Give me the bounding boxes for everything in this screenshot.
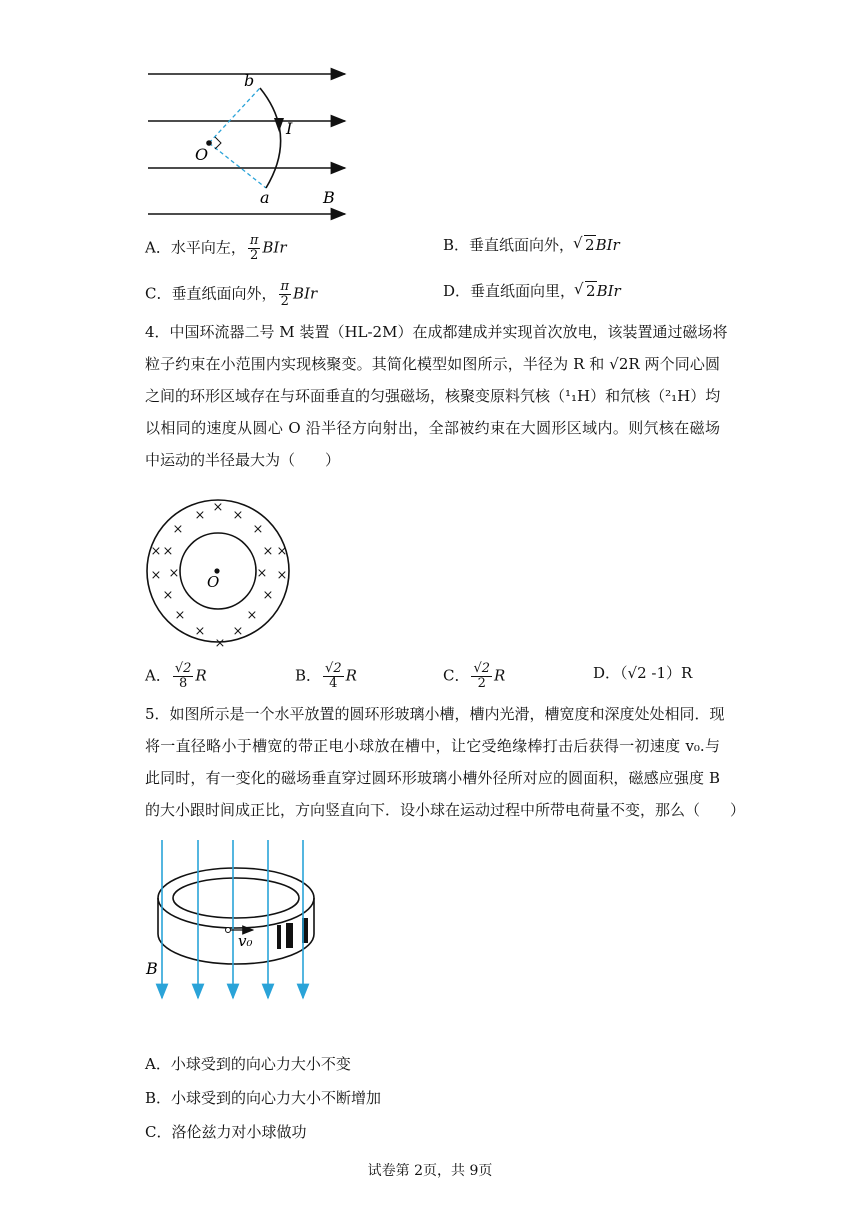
- figure-concentric-circles: [140, 492, 300, 652]
- option-letter: A．: [145, 238, 171, 257]
- q4-line: 之间的环形区域存在与环面垂直的匀强磁场，核聚变原料氕核（¹₁H）和氘核（²₁H）均: [145, 387, 721, 405]
- cross-mark: ×: [276, 568, 288, 583]
- radius-oa: [209, 143, 266, 188]
- cross-mark: ×: [252, 522, 264, 537]
- cross-mark: ×: [194, 508, 206, 523]
- current-arrow-icon: [274, 118, 284, 132]
- cross-mark: ×: [214, 636, 226, 651]
- label-i: I: [286, 119, 293, 138]
- cross-mark: ×: [162, 588, 174, 603]
- label-o: O: [207, 573, 220, 591]
- q3-option-c[interactable]: [145, 280, 317, 309]
- option-text: 垂直纸面向外，: [469, 236, 575, 254]
- option-tail: BIr: [596, 282, 621, 300]
- label-b-field: B: [323, 188, 335, 207]
- right-angle-mark: [215, 137, 221, 149]
- radius-ob: [209, 88, 260, 143]
- cross-mark: ×: [246, 608, 258, 623]
- option-tail: R: [345, 666, 357, 685]
- q3-option-d[interactable]: [443, 280, 621, 302]
- option-tail: R: [494, 666, 506, 685]
- option-letter: A．: [145, 666, 171, 685]
- option-letter: C．: [145, 284, 172, 303]
- q4-option-b[interactable]: [295, 662, 357, 691]
- option-letter: B．: [443, 236, 470, 254]
- label-a: a: [260, 188, 270, 207]
- cross-mark: ×: [162, 544, 174, 559]
- cross-mark: ×: [232, 624, 244, 639]
- q4-option-c[interactable]: [443, 662, 505, 691]
- cross-mark: ×: [150, 568, 162, 583]
- option-tail: R: [195, 666, 207, 685]
- option-text: （√2 -1）R: [620, 664, 693, 682]
- q4-stem: [145, 316, 728, 476]
- fraction: $\frac{√2}{2}$: [473, 661, 491, 691]
- ball: [226, 928, 231, 933]
- q5-stem: [145, 698, 746, 826]
- cross-mark: ×: [168, 566, 180, 581]
- fraction: $\frac{√2}{4}$: [325, 661, 342, 691]
- cross-mark: ×: [256, 566, 268, 581]
- option-text: 水平向左，: [170, 238, 246, 257]
- q5-option-a[interactable]: A．小球受到的向心力大小不变: [145, 1055, 351, 1073]
- cross-mark: ×: [174, 608, 186, 623]
- option-text: 垂直纸面向外，: [171, 284, 277, 303]
- sqrt: √ 2: [574, 234, 596, 256]
- label-o: O: [195, 145, 209, 164]
- ring-inner-rim: [173, 878, 299, 918]
- cross-mark: ×: [276, 544, 288, 559]
- fraction: $\frac{\pi}{2}$: [249, 233, 259, 263]
- groove-mark: [286, 923, 293, 948]
- figure-ring-groove: [140, 836, 330, 1006]
- option-letter: B．: [295, 666, 322, 685]
- groove-mark: [277, 925, 281, 949]
- q5-option-c[interactable]: C．洛伦兹力对小球做功: [145, 1123, 307, 1141]
- fraction: $\frac{\pi}{2}$: [280, 279, 290, 309]
- q5-line: 5．如图所示是一个水平放置的圆环形玻璃小槽，槽内光滑，槽宽度和深度处处相同．现: [145, 705, 725, 723]
- sqrt: √ 2: [575, 280, 597, 302]
- fraction: $\frac{√2}{8}$: [174, 661, 192, 691]
- q4-line: 粒子约束在小范围内实现核聚变。其简化模型如图所示，半径为 R 和 √2R 两个同心圆: [145, 355, 720, 373]
- label-b: B: [146, 959, 158, 978]
- q5-line: 此同时，有一变化的磁场垂直穿过圆环形玻璃小槽外径所对应的圆面积，磁感应强度 B: [145, 769, 720, 787]
- q5-line: 将一直径略小于槽宽的带正电小球放在槽中，让它受绝缘棒打击后获得一初速度 v₀.与: [145, 737, 720, 755]
- option-tail: BIr: [262, 238, 287, 257]
- page-footer: 试卷第 2页，共 9页: [367, 1163, 493, 1179]
- cross-mark: ×: [172, 522, 184, 537]
- option-tail: BIr: [293, 284, 318, 303]
- q4-line: 以相同的速度从圆心 O 沿半径方向射出，全部被约束在大圆形区域内。则氕核在磁场: [145, 419, 720, 437]
- cross-mark: ×: [150, 544, 162, 559]
- current-arc: [260, 88, 281, 188]
- q3-option-a[interactable]: [145, 234, 287, 263]
- cross-mark: ×: [262, 544, 274, 559]
- option-tail: BIr: [595, 236, 620, 254]
- q5-option-b[interactable]: B．小球受到的向心力大小不断增加: [145, 1089, 382, 1107]
- label-b: b: [244, 71, 255, 90]
- option-letter: D．: [443, 282, 471, 300]
- label-v0: v₀: [238, 932, 253, 950]
- q5-line: 的大小跟时间成正比，方向竖直向下．设小球在运动过程中所带电荷量不变，那么（ ）: [145, 801, 746, 819]
- cross-mark: ×: [212, 500, 224, 515]
- q4-line: 中运动的半径最大为（ ）: [145, 451, 341, 469]
- option-letter: C．: [443, 666, 470, 685]
- cross-mark: ×: [194, 624, 206, 639]
- option-letter: D．: [593, 664, 621, 682]
- q4-line: 4．中国环流器二号 M 装置（HL-2M）在成都建成并实现首次放电，该装置通过磁场将: [145, 323, 728, 341]
- figure-arc-in-field: [140, 60, 360, 230]
- option-text: 垂直纸面向里，: [470, 282, 576, 300]
- cross-mark: ×: [232, 508, 244, 523]
- cross-mark: ×: [262, 588, 274, 603]
- q4-option-d[interactable]: [593, 662, 692, 684]
- q4-option-a[interactable]: [145, 662, 207, 691]
- q3-option-b[interactable]: [443, 234, 620, 256]
